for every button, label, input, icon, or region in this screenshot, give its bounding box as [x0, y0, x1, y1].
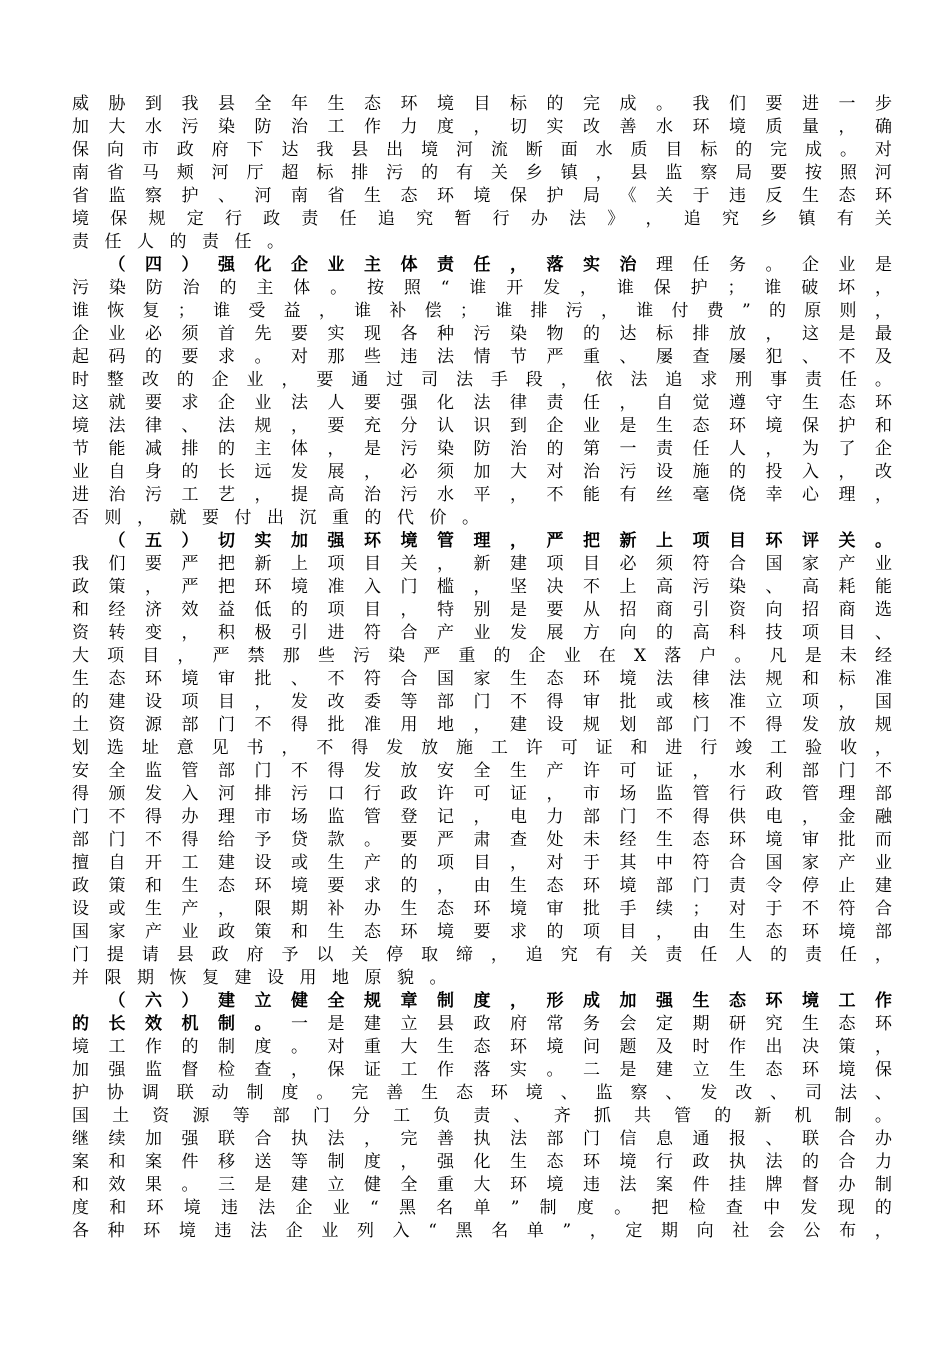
text-line: 时 整 改 的 企 业 ， 要 通 过 司 法 手 段 ， 依 法 追 求 刑 事 责 任 。 — [72, 370, 892, 390]
text-line: 谁 恢 复 ； 谁 受 益 ， 谁 补 偿 ； 谁 排 污 ， 谁 付 费 ” 的 原 则 ， — [72, 301, 892, 321]
text-line: 大 项 目 ， 严 禁 那 些 污 染 严 重 的 企 业 在 X 落 户 。 凡 是 未 经 — [72, 646, 892, 666]
text-line: 政 策 和 生 态 环 境 要 求 的 ， 由 生 态 环 境 部 门 责 令 停 止 建 — [72, 876, 892, 896]
text-line: 各 种 环 境 违 法 企 业 列 入 “ 黑 名 单 ” ， 定 期 向 社 会 公 布 ， — [72, 1221, 892, 1241]
text-line: 保 向 市 政 府 下 达 我 县 出 境 河 流 断 面 水 质 目 标 的 完 成 。 对 — [72, 140, 892, 160]
text-line: 的 建 设 项 目 ， 发 改 委 等 部 门 不 得 审 批 或 核 准 立 项 ， 国 — [72, 692, 892, 712]
text-line: 门 不 得 办 理 市 场 监 管 登 记 ， 电 力 部 门 不 得 供 电 ， 金 融 — [72, 807, 892, 827]
text-line: 继 续 加 强 联 合 执 法 ， 完 善 执 法 部 门 信 息 通 报 、 联 合 办 — [72, 1129, 892, 1149]
text-line: 加 强 监 督 检 查 ， 保 证 工 作 落 实 。 二 是 建 立 生 态 环 境 保 — [72, 1060, 892, 1080]
text-line: 度 和 环 境 违 法 企 业 “ 黑 名 单 ” 制 度 。 把 检 查 中 发 现 的 — [72, 1198, 892, 1218]
document-body — [72, 93, 892, 1243]
text-line: 加 大 水 污 染 防 治 工 作 力 度 ， 切 实 改 善 水 环 境 质 量 ， 确 — [72, 117, 892, 137]
text-line: 生 态 环 境 审 批 、 不 符 合 国 家 生 态 环 境 法 律 法 规 和 标 准 — [72, 669, 892, 689]
text-line: 案 和 案 件 移 送 等 制 度 ， 强 化 生 态 环 境 行 政 执 法 的 合 力 — [72, 1152, 892, 1172]
text-line: 境 保 规 定 行 政 责 任 追 究 暂 行 办 法 》 ， 追 究 乡 镇 有 关 — [72, 209, 892, 229]
text-line: （ 六 ） 建 立 健 全 规 章 制 度 ， 形 成 加 强 生 态 环 境 工 作 — [108, 991, 892, 1011]
text-line: （ 四 ） 强 化 企 业 主 体 责 任 ， 落 实 治 理 任 务 。 企 业 是 — [108, 255, 892, 275]
text-line: 起 码 的 要 求 。 对 那 些 违 法 情 节 严 重 、 屡 查 屡 犯 、 不 及 — [72, 347, 892, 367]
text-line: 部 门 不 得 给 予 贷 款 。 要 严 肃 查 处 未 经 生 态 环 境 审 批 而 — [72, 830, 892, 850]
text-line: 政 策 ， 严 把 环 境 准 入 门 槛 ， 坚 决 不 上 高 污 染 、 高 耗 能 — [72, 577, 892, 597]
text-line: （ 五 ） 切 实 加 强 环 境 管 理 ， 严 把 新 上 项 目 环 评 关 。 — [108, 531, 892, 551]
text-line: 和 经 济 效 益 低 的 项 目 ， 特 别 是 要 从 招 商 引 资 向 招 商 选 — [72, 600, 892, 620]
text-line: 否 则 ， 就 要 付 出 沉 重 的 代 价 。 — [72, 508, 479, 528]
text-line: 境 工 作 的 制 度 。 对 重 大 生 态 环 境 问 题 及 时 作 出 决 策 ， — [72, 1037, 892, 1057]
text-line: 我 们 要 严 把 新 上 项 目 关 ， 新 建 项 目 必 须 符 合 国 家 产 业 — [72, 554, 892, 574]
text-line: 责 任 人 的 责 任 。 — [72, 232, 284, 252]
text-line: 境 法 律 、 法 规 ， 要 充 分 认 识 到 企 业 是 生 态 环 境 保 护 和 — [72, 416, 892, 436]
text-line: 业 自 身 的 长 远 发 展 ， 必 须 加 大 对 治 污 设 施 的 投 入 ， 改 — [72, 462, 892, 482]
text-line: 这 就 要 求 企 业 法 人 要 强 化 法 律 责 任 ， 自 觉 遵 守 生 态 环 — [72, 393, 892, 413]
text-line: 得 颁 发 入 河 排 污 口 行 政 许 可 证 ， 市 场 监 管 行 政 管 理 部 — [72, 784, 892, 804]
text-line: 进 治 污 工 艺 ， 提 高 治 污 水 平 ， 不 能 有 丝 毫 侥 幸 心 理 ， — [72, 485, 892, 505]
text-line: 和 效 果 。 三 是 建 立 健 全 重 大 环 境 违 法 案 件 挂 牌 督 办 制 — [72, 1175, 892, 1195]
text-line: 国 土 资 源 等 部 门 分 工 负 责 、 齐 抓 共 管 的 新 机 制 。 — [72, 1106, 892, 1126]
text-line: 资 转 变 ， 积 极 引 进 符 合 产 业 发 展 方 向 的 高 科 技 项 目 、 — [72, 623, 892, 643]
text-line: 省 监 察 护 、 河 南 省 生 态 环 境 保 护 局 《 关 于 违 反 生 态 环 — [72, 186, 892, 206]
text-line: 擅 自 开 工 建 设 或 生 产 的 项 目 ， 对 于 其 中 符 合 国 家 产 业 — [72, 853, 892, 873]
text-line: 国 家 产 业 政 策 和 生 态 环 境 要 求 的 项 目 ， 由 生 态 环 境 部 — [72, 922, 892, 942]
text-line: 护 协 调 联 动 制 度 。 完 善 生 态 环 境 、 监 察 、 发 改 、 司 法 、 — [72, 1083, 892, 1103]
text-line: 污 染 防 治 的 主 体 。 按 照 “ 谁 开 发 ， 谁 保 护 ； 谁 破 坏 ， — [72, 278, 892, 298]
text-line: 威 胁 到 我 县 全 年 生 态 环 境 目 标 的 完 成 。 我 们 要 进 一 步 — [72, 94, 892, 114]
text-line: 划 选 址 意 见 书 ， 不 得 发 放 施 工 许 可 证 和 进 行 竣 工 验 收 ， — [72, 738, 892, 758]
text-line: 并 限 期 恢 复 建 设 用 地 原 貌 。 — [72, 968, 447, 988]
text-line: 企 业 必 须 首 先 要 实 现 各 种 污 染 物 的 达 标 排 放 ， 这 是 最 — [72, 324, 892, 344]
text-line: 节 能 减 排 的 主 体 ， 是 污 染 防 治 的 第 一 责 任 人 ， 为 了 企 — [72, 439, 892, 459]
text-line: 门 提 请 县 政 府 予 以 关 停 取 缔 ， 追 究 有 关 责 任 人 的 责 任 ， — [72, 945, 892, 965]
text-line: 土 资 源 部 门 不 得 批 准 用 地 ， 建 设 规 划 部 门 不 得 发 放 规 — [72, 715, 892, 735]
text-line: 南 省 马 颊 河 厅 超 标 排 污 的 有 关 乡 镇 ， 县 监 察 局 要 按 照 河 — [72, 163, 892, 183]
text-line: 安 全 监 管 部 门 不 得 发 放 安 全 生 产 许 可 证 ， 水 利 部 门 不 — [72, 761, 892, 781]
text-line: 设 或 生 产 ， 限 期 补 办 生 态 环 境 审 批 手 续 ； 对 于 不 符 合 — [72, 899, 892, 919]
text-line: 的 长 效 机 制 。 一 是 建 立 县 政 府 常 务 会 定 期 研 究 生 态 环 — [72, 1014, 892, 1034]
